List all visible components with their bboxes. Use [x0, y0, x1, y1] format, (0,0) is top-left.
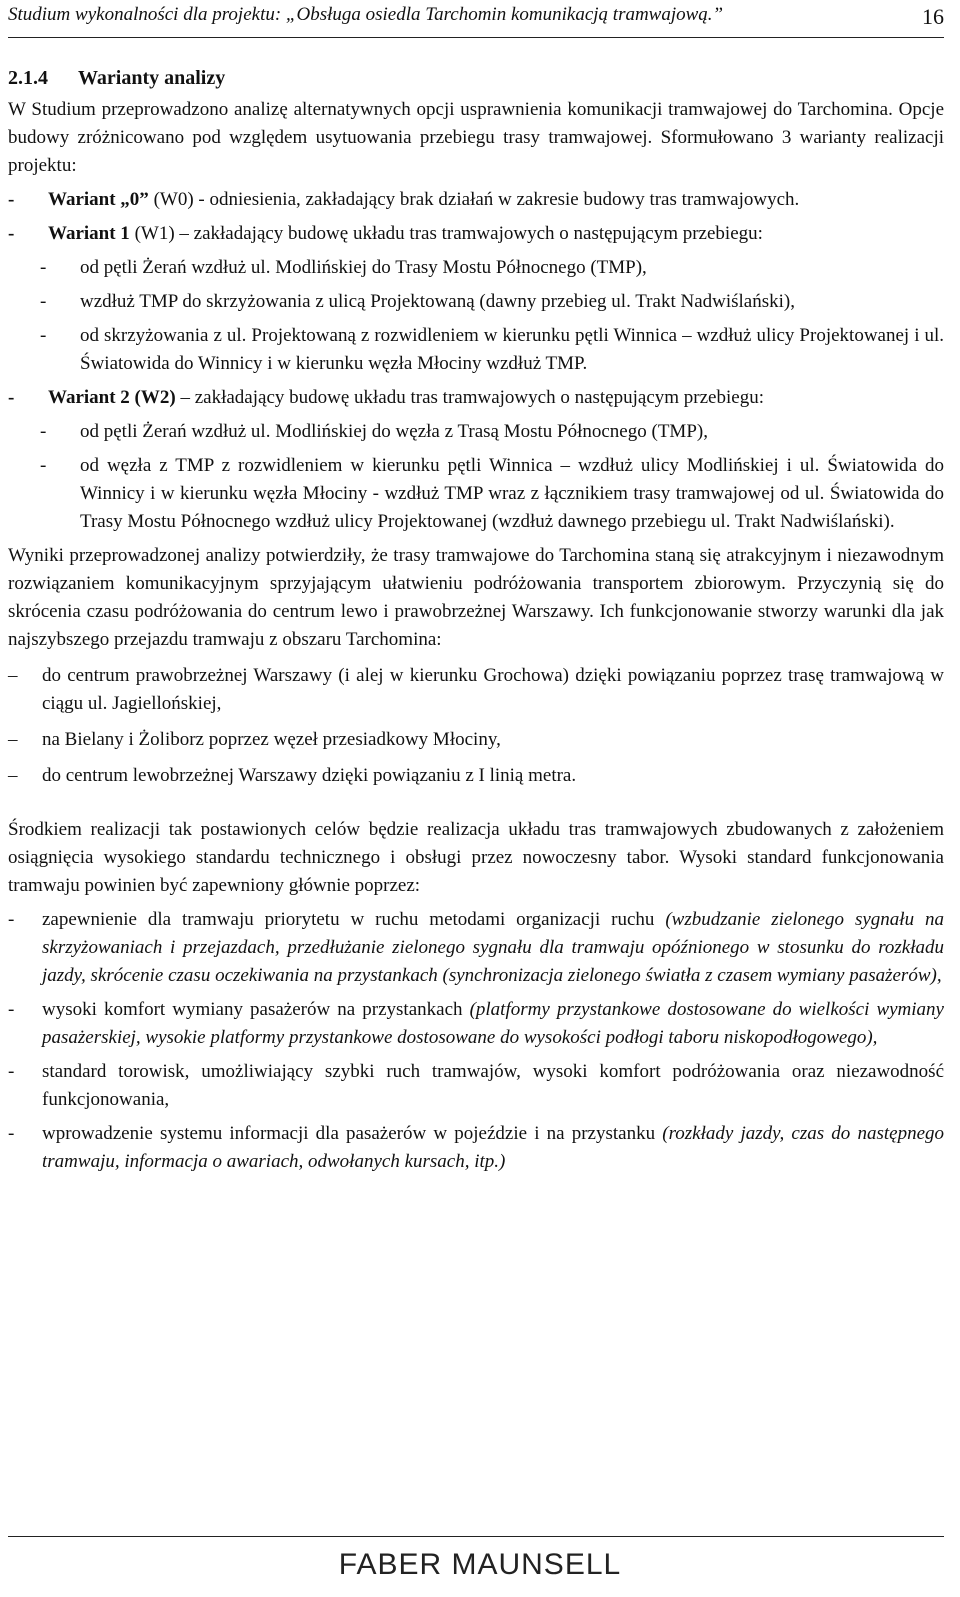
variant-text: – zakładający budowę układu tras tramwajowych o następującym przebiegu:: [175, 387, 764, 408]
page-content: [8, 64, 944, 1176]
benefit-text: do centrum lewobrzeżnej Warszawy dzięki powiązaniu z I linią metra.: [42, 765, 577, 786]
standard-item: - zapewnienie dla tramwaju priorytetu w ruchu metodami organizacji ruchu (wzbudzanie zielonego sygnału na skrzyżowaniach i przejazdach, przedłużanie zielonego sygnału dla tramwaju opóźnionego w stosunku do rozkładu jazdy, skrócenie czasu oczekiwania na przystankach (synchronizacja zielonego światła z czasem wymiany pasażerów),: [8, 909, 944, 986]
route-item: - od skrzyżowania z ul. Projektowaną z rozwidleniem w kierunku pętli Winnica – wzdłuż ulicy Projektowanej i ul. Światowida do Winnicy i w kierunku węzła Młociny wzdłuż TMP.: [40, 325, 944, 374]
route-text: od pętli Żerań wzdłuż ul. Modlińskiej do węzła z Trasą Mostu Północnego (TMP),: [80, 421, 708, 442]
header-divider: [8, 37, 944, 38]
benefit-item: – do centrum prawobrzeżnej Warszawy (i alej w kierunku Grochowa) dzięki powiązaniu poprzez trasę tramwajową w ciągu ul. Jagiellońskiej,: [8, 665, 944, 714]
variant-name: Wariant „0”: [48, 189, 149, 210]
benefit-text: do centrum prawobrzeżnej Warszawy (i alej w kierunku Grochowa) dzięki powiązaniu poprzez trasę tramwajową w ciągu ul. Jagiellońskiej,: [42, 665, 944, 714]
variant-marker: -: [8, 387, 15, 408]
standard-detail: (platformy przystankowe dostosowane do wielkości wymiany pasażerskiej, wysokie platformy przystankowe dostosowane do wysokości podłogi taboru niskopodłogowego),: [42, 999, 944, 1048]
standard-text: wysoki komfort wymiany pasażerów na przystankach: [42, 999, 470, 1020]
benefit-text: na Bielany i Żoliborz poprzez węzeł przesiadkowy Młociny,: [42, 729, 501, 750]
standard-item: - wysoki komfort wymiany pasażerów na przystankach (platformy przystankowe dostosowane do wielkości wymiany pasażerskiej, wysokie platformy przystankowe dostosowane do wysokości podłogi taboru niskopodłogowego),: [8, 999, 944, 1048]
section-title: Warianty analizy: [78, 67, 226, 89]
variant-marker: -: [8, 189, 15, 210]
variant-name: Wariant 2 (W2): [48, 387, 176, 408]
route-text: od węzła z TMP z rozwidleniem w kierunku pętli Winnica – wzdłuż ulicy Modlińskiej i ul. Światowida do Winnicy i w kierunku węzła Młociny - wzdłuż TMP wraz z łącznikiem trasy tramwajowej od ul. Światowida do Trasy Mostu Północnego wzdłuż ulicy Projektowanej (wzdłuż dawnego przebiegu ul. Trakt Nadwiślański).: [80, 455, 944, 532]
page-header: [8, 2, 944, 32]
benefit-item: – do centrum lewobrzeżnej Warszawy dzięki powiązaniu z I linią metra.: [8, 765, 577, 786]
standard-paragraph: Środkiem realizacji tak postawionych celów będzie realizacja układu tras tramwajowych zbudowanych z założeniem osiągnięcia wysokiego standardu technicznego i obsługi przez nowoczesny tabor. Wysoki standard funkcjonowania tramwaju powinien być zapewniony głównie poprzez:: [8, 819, 944, 896]
standard-item: - standard torowisk, umożliwiający szybki ruch tramwajów, wysoki komfort podróżowania oraz niezawodność funkcjonowania,: [8, 1061, 944, 1110]
benefit-item: – na Bielany i Żoliborz poprzez węzeł przesiadkowy Młociny,: [8, 729, 501, 750]
intro-paragraph: W Studium przeprowadzono analizę alternatywnych opcji usprawnienia komunikacji tramwajowej do Tarchomina. Opcje budowy zróżnicowano pod względem usytuowania przebiegu trasy tramwajowej. Sformułowano 3 warianty realizacji projektu:: [8, 99, 944, 176]
route-item: - od węzła z TMP z rozwidleniem w kierunku pętli Winnica – wzdłuż ulicy Modlińskiej i ul. Światowida do Winnicy i w kierunku węzła Młociny - wzdłuż TMP wraz z łącznikiem trasy tramwajowej od ul. Światowida do Trasy Mostu Północnego wzdłuż ulicy Projektowanej (wzdłuż dawnego przebiegu ul. Trakt Nadwiślański).: [40, 455, 944, 532]
standard-text: zapewnienie dla tramwaju priorytetu w ruchu metodami organizacji ruchu: [42, 909, 666, 930]
standard-text: standard torowisk, umożliwiający szybki ruch tramwajów, wysoki komfort podróżowania oraz niezawodność funkcjonowania,: [42, 1061, 944, 1110]
variant-marker: -: [8, 223, 15, 244]
company-logo: FABER MAUNSELL: [338, 1548, 622, 1581]
variant-item: [8, 186, 944, 214]
route-item: - od pętli Żerań wzdłuż ul. Modlińskiej do węzła z Trasą Mostu Północnego (TMP),: [40, 421, 708, 442]
route-text: wzdłuż TMP do skrzyżowania z ulicą Projektowaną (dawny przebieg ul. Trakt Nadwiślański),: [80, 291, 795, 312]
standard-item: - wprowadzenie systemu informacji dla pasażerów w pojeździe i na przystanku (rozkłady jazdy, czas do następnego tramwaju, informacja o awariach, odwołanych kursach, itp.): [8, 1123, 945, 1172]
route-item: - wzdłuż TMP do skrzyżowania z ulicą Projektowaną (dawny przebieg ul. Trakt Nadwiślański),: [40, 291, 795, 312]
results-paragraph: Wyniki przeprowadzonej analizy potwierdziły, że trasy tramwajowe do Tarchomina staną się atrakcyjnym i niezawodnym rozwiązaniem komunikacyjnym sprzyjającym ułatwieniu podróżowania transportem zbiorowym. Przyczynią się do skrócenia czasu podróżowania do centrum lewo i prawobrzeżnej Warszawy. Ich funkcjonowanie stworzy warunki dla jak najszybszego przejazdu tramwaju z obszaru Tarchomina:: [8, 545, 944, 650]
standard-detail: (rozkłady jazdy, czas do następnego tramwaju, informacja o awariach, odwołanych kursach, itp.): [42, 1123, 945, 1172]
header-title: Studium wykonalności dla projektu: „Obsługa osiedla Tarchomin komunikacją tramwajową.”: [8, 4, 724, 25]
standard-detail: (wzbudzanie zielonego sygnału na skrzyżowaniach i przejazdach, przedłużanie zielonego sygnału dla tramwaju opóźnionego w stosunku do rozkładu jazdy, skrócenie czasu oczekiwania na przystankach (synchronizacja zielonego światła z czasem wymiany pasażerów),: [42, 909, 944, 986]
section-number: 2.1.4: [8, 67, 48, 89]
route-text: od pętli Żerań wzdłuż ul. Modlińskiej do Trasy Mostu Północnego (TMP),: [80, 257, 647, 278]
footer-divider: [8, 1536, 944, 1537]
variant-text: (W0) - odniesienia, zakładający brak działań w zakresie budowy tras tramwajowych.: [148, 189, 800, 210]
variant-item: [8, 220, 944, 248]
standard-text: wprowadzenie systemu informacji dla pasażerów w pojeździe i na przystanku: [42, 1123, 663, 1144]
variant-text: (W1) – zakładający budowę układu tras tramwajowych o następującym przebiegu:: [129, 223, 763, 244]
variant-item: [8, 384, 944, 412]
variant-name: Wariant 1: [48, 223, 130, 244]
page-number: 16: [922, 4, 944, 29]
route-item: - od pętli Żerań wzdłuż ul. Modlińskiej do Trasy Mostu Północnego (TMP),: [40, 257, 647, 278]
route-text: od skrzyżowania z ul. Projektowaną z rozwidleniem w kierunku pętli Winnica – wzdłuż ulicy Projektowanej i ul. Światowida do Winnicy i w kierunku węzła Młociny wzdłuż TMP.: [80, 325, 944, 374]
section-heading: [8, 64, 944, 92]
